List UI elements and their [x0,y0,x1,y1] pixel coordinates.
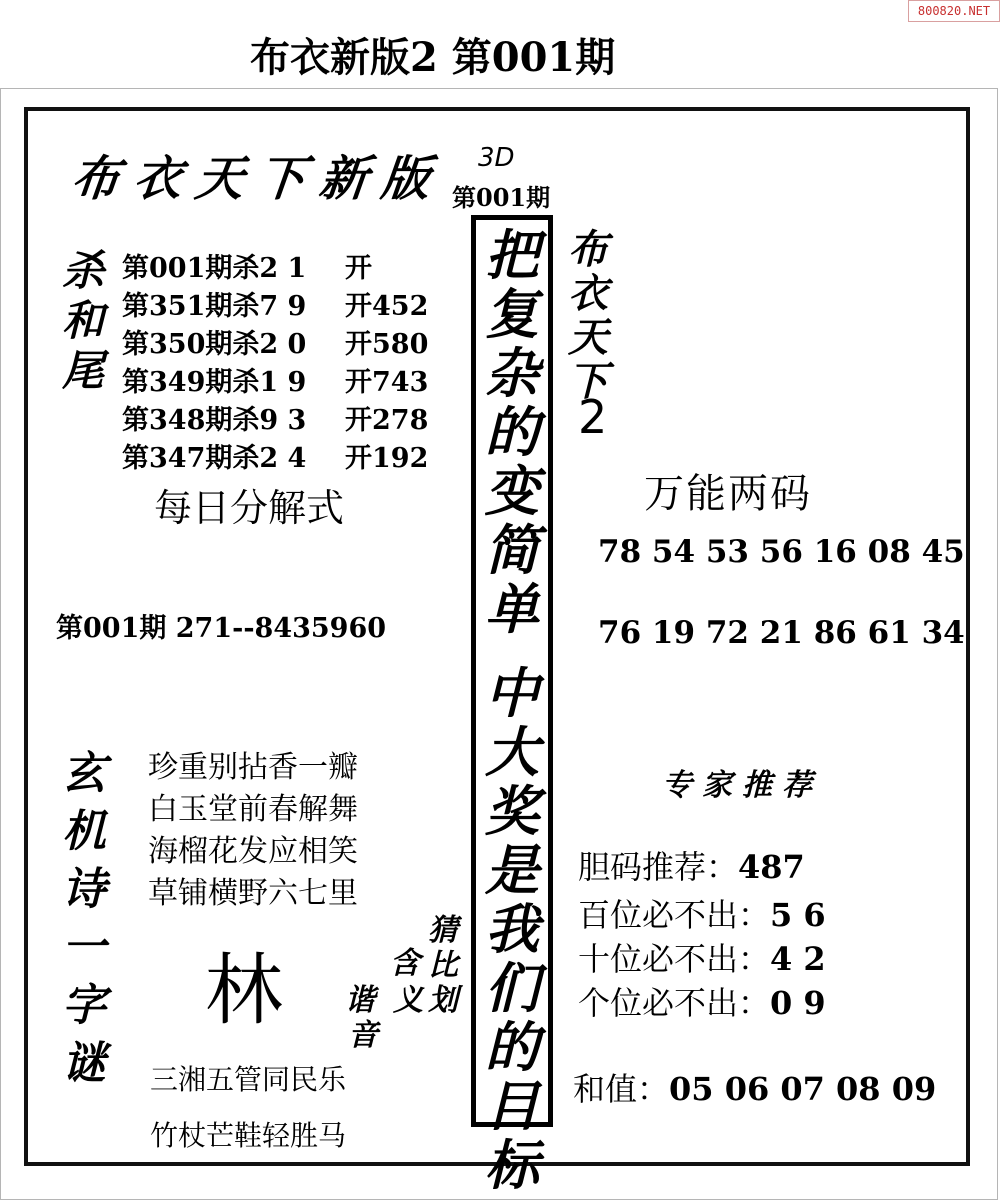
slogan-char: 们 [485,956,539,1020]
hint-sound: 音 [348,1018,378,1053]
sum-value: 05 06 07 08 09 [669,1070,937,1108]
slogan-char: 杂 [485,341,539,405]
hint-homophone: 谐 [345,983,375,1018]
slogan-char: 简 [485,518,539,582]
expert-item-value: 487 [738,848,805,886]
open-text: 开192 [345,443,429,474]
expert-label: 专家推荐 [662,768,822,803]
mystery-label [62,748,106,1089]
expert-item-value: 5 6 [770,896,826,934]
open-text: 开580 [345,329,429,360]
kill-text: 第001期杀2 1 [122,253,307,284]
expert-item-label: 个位必不出： [578,984,771,1022]
kill-text: 第347期杀2 4 [122,443,307,474]
expert-item [578,842,805,888]
poem-line: 珍重别拈香一瓣 [148,750,358,785]
hint-meaning: 义 [393,983,423,1018]
side-brand-char: 天 [568,314,608,361]
decomposition-label: 每日分解式 [154,486,345,530]
slogan-char: 变 [485,459,539,523]
mystery-label-char: 机 [62,806,106,857]
poem2-line: 竹杖芒鞋轻胜马 [150,1119,347,1152]
brand-title: 布衣天下新版 [68,151,447,207]
mystery-label-char: 一 [62,922,106,973]
slogan-char: 单 [485,577,539,641]
issue-number: 第001期 [452,183,551,212]
decomposition-line: 第001期 271--8435960 [56,613,387,644]
expert-item [578,978,826,1024]
expert-item [578,934,826,980]
slogan-column [474,223,550,1197]
page-title: 布衣新版2 第001期 [250,34,616,81]
kill-label-char: 尾 [62,346,105,395]
hint-guess: 猜 [428,913,458,948]
expert-item-label: 百位必不出： [578,896,771,934]
slogan-char: 标 [485,1133,539,1197]
expert-item-value: 4 2 [770,940,826,978]
wanneng-label: 万能两码 [644,471,812,517]
wanneng-row: 78 54 53 56 16 08 45 [598,534,965,570]
kill-tail-label [62,246,105,395]
slogan-char: 是 [485,838,539,902]
side-brand-number: 2 [578,390,608,444]
expert-item-label: 十位必不出： [578,940,771,978]
slogan-char: 把 [485,223,539,287]
slogan-char: 的 [485,1015,539,1079]
riddle-answer: 林 [205,946,284,1036]
expert-item-value: 0 9 [770,984,826,1022]
slogan-char: 目 [485,1074,539,1138]
side-brand-char: 下 [568,358,608,405]
open-text: 开278 [345,405,429,436]
open-text: 开452 [345,291,429,322]
mystery-label-char: 诗 [62,864,106,915]
hint-compare: 比 [428,948,458,983]
wanneng-row: 76 19 72 21 86 61 34 [598,615,965,651]
slogan-char: 中 [485,661,539,725]
mystery-label-char: 玄 [62,748,106,799]
mystery-label-char: 字 [62,980,106,1031]
expert-item-label: 胆码推荐： [578,848,739,886]
expert-item [578,890,826,936]
slogan-char: 复 [485,282,539,346]
poem2-line: 三湘五管同民乐 [150,1063,347,1096]
poem-line: 白玉堂前春解舞 [148,792,358,827]
kill-text: 第350期杀2 0 [122,329,307,360]
poem-line: 草铺横野六七里 [148,876,358,911]
poem-line: 海榴花发应相笑 [148,834,358,869]
kill-text: 第349期杀1 9 [122,367,307,398]
open-text: 开 [345,253,372,284]
site-watermark-tag: 800820.NET [908,0,1000,22]
slogan-char: 我 [485,897,539,961]
side-brand-char: 衣 [568,270,608,317]
slogan-char: 的 [485,400,539,464]
side-brand [568,226,608,405]
mystery-label-char: 谜 [62,1038,106,1089]
kill-text: 第351期杀7 9 [122,291,307,322]
kill-text: 第348期杀9 3 [122,405,307,436]
slogan-char: 大 [485,720,539,784]
sum-value-row [573,1064,936,1110]
hint-contain: 含 [390,946,420,981]
kill-label-char: 和 [62,296,105,345]
sum-label: 和值： [573,1070,670,1108]
side-brand-char: 布 [568,226,608,273]
slogan-char: 奖 [485,779,539,843]
mystery-poem [148,742,358,910]
header-blank [0,0,235,88]
lottery-type-tag: 3D [478,143,515,173]
open-text: 开743 [345,367,429,398]
hint-stroke: 划 [428,983,458,1018]
kill-label-char: 杀 [62,246,105,295]
